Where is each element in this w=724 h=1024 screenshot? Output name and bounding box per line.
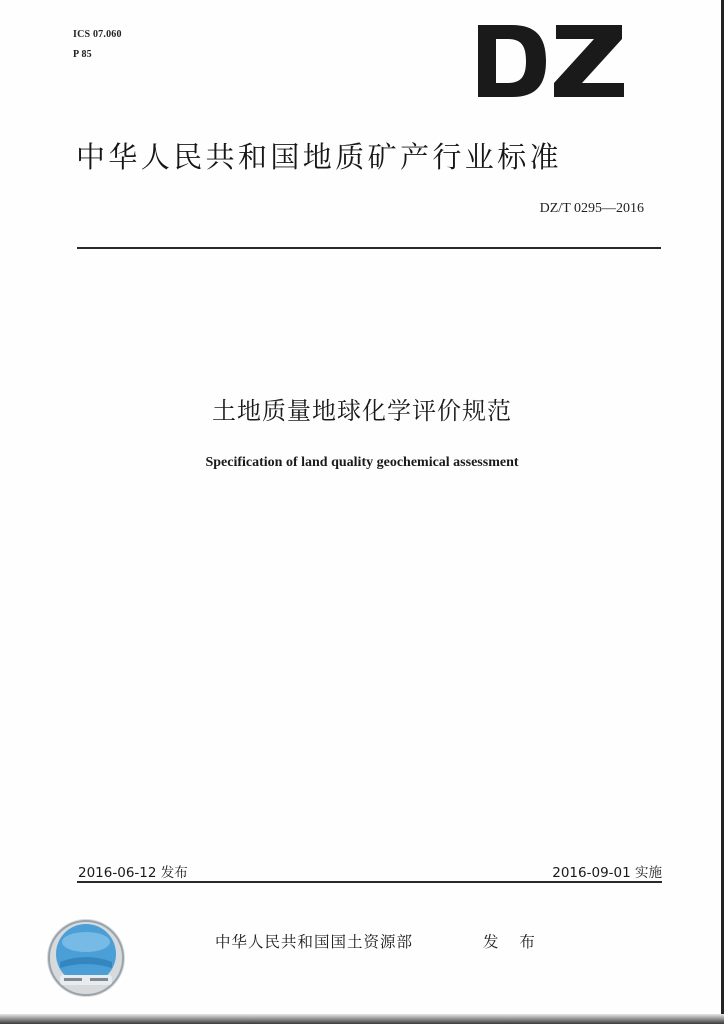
standard-category-title: 中华人民共和国地质矿产行业标准 bbox=[76, 140, 563, 174]
p-code: P 85 bbox=[73, 49, 92, 60]
standard-code: DZ/T 0295—2016 bbox=[539, 201, 644, 216]
anti-counterfeit-seal bbox=[46, 918, 126, 998]
document-title-english: Specification of land quality geochemical assessment bbox=[205, 455, 519, 470]
publish-label: 发 布 bbox=[483, 933, 543, 951]
document-title-chinese: 土地质量地球化学评价规范 bbox=[212, 397, 512, 425]
dz-logo-letter-d bbox=[478, 25, 546, 97]
publisher-name: 中华人民共和国国土资源部 bbox=[215, 933, 414, 951]
issue-date: 2016-06-12 发布 bbox=[78, 865, 188, 881]
bottom-divider bbox=[77, 881, 662, 883]
implementation-date: 2016-09-01 实施 bbox=[552, 865, 662, 881]
ics-code: ICS 07.060 bbox=[73, 29, 122, 40]
top-divider bbox=[77, 247, 661, 249]
dz-logo-letter-z bbox=[554, 25, 624, 97]
dz-logo bbox=[478, 25, 624, 97]
scan-edge-bottom bbox=[0, 1014, 724, 1024]
